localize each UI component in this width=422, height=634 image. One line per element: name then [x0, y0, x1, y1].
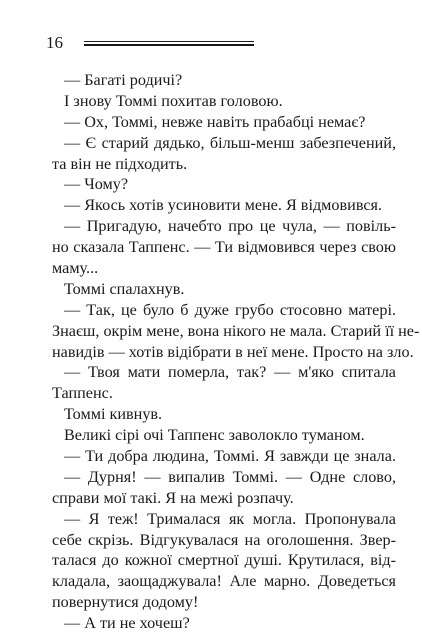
- text-line: талася до кожної смертної душі. Крутилася, від-: [52, 551, 396, 570]
- text-line: Великі сірі очі Таппенс заволокло туманом.: [64, 426, 365, 445]
- header-rule-thick: [84, 44, 254, 46]
- text-line: справи мої такі. Я на межі розпачу.: [52, 488, 294, 507]
- header-rule-thin: [84, 41, 254, 42]
- text-line: — Пригадую, начебто про це чула, — повіль-: [64, 217, 396, 236]
- text-line: Знаєш, окрім мене, вона нікого не мала. Старий її не-: [52, 321, 420, 340]
- text-line: кладала, заощаджувала! Але марно. Доведеться: [52, 572, 396, 591]
- text-line: та він не підходить.: [52, 154, 188, 173]
- text-line: Таппенс.: [52, 384, 113, 403]
- text-line: Томмі кивнув.: [64, 405, 163, 424]
- text-line: — Багаті родичі?: [64, 71, 183, 89]
- text-line: — Якось хотів усиновити мене. Я відмовився.: [64, 196, 383, 215]
- text-line: — Ох, Томмі, невже навіть прабабці немає?: [64, 112, 366, 131]
- text-line: повернутися додому!: [52, 593, 199, 612]
- text-line: — Є старий дядько, більш-менш забезпечений,: [64, 133, 396, 152]
- text-line: — А ти не хочеш?: [64, 614, 190, 633]
- text-line: навидів — хотів відібрати в неї мене. Просто на зло.: [52, 342, 414, 361]
- text-line: — Я теж! Трималася як могла. Пропонувала: [64, 509, 396, 528]
- text-line: — Дурня! — випалив Томмі. — Одне слово,: [64, 467, 396, 486]
- text-line: — Так, це було б дуже грубо стосовно матері.: [64, 300, 396, 319]
- text-line: Томмі спалахнув.: [64, 279, 185, 298]
- page-text: [52, 70, 420, 634]
- text-line: маму...: [52, 259, 99, 278]
- text-line: но сказала Таппенс. — Ти відмовився через свою: [52, 238, 396, 257]
- page-header: [46, 33, 256, 57]
- text-line: — Чому?: [64, 175, 129, 194]
- text-line: — Твоя мати померла, так? — м'яко спитала: [64, 363, 396, 382]
- text-line: — Ти добра людина, Томмі. Я завжди це знала.: [64, 447, 396, 466]
- text-line: себе скрізь. Відгукувалася на оголошення. Звер-: [52, 530, 396, 549]
- page-number: 16: [46, 33, 63, 52]
- text-line: І знову Томмі похитав головою.: [64, 91, 283, 110]
